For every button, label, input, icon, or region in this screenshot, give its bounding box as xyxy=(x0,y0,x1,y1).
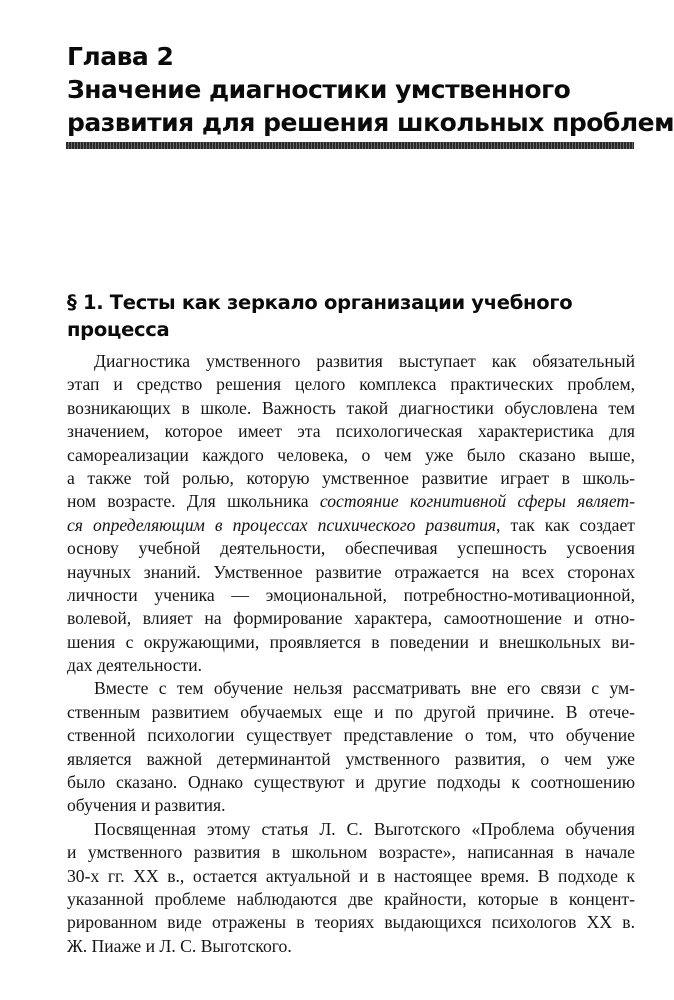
text-line: 30-х гг. XX в., остается актуальной и в настоящее время. В подходе к xyxy=(67,865,635,886)
text-line: а также той ролью, которую умственное развитие играет в школь- xyxy=(67,467,635,488)
text-line: значением, которое имеет эта психологическая характеристика для xyxy=(67,421,635,442)
text-line: волевой, влияет на формирование характера, самоотношение и отно- xyxy=(67,608,635,629)
text-line: было сказано. Однако существуют и другие подходы к соотношению xyxy=(67,772,635,793)
text-line: этап и средство решения целого комплекса практических проблем, xyxy=(67,374,635,395)
section-title-line-1: § 1. Тесты как зеркало организации учебного xyxy=(67,291,573,314)
chapter-divider-rule xyxy=(66,142,634,149)
text-line: Вместе с тем обучение нельзя рассматривать вне его связи с ум- xyxy=(94,678,635,699)
section-title-line-2: процесса xyxy=(67,318,170,341)
text-line: дах деятельности. xyxy=(67,655,203,676)
text-line: самореализации каждого человека, о чем уже было сказано выше, xyxy=(67,444,635,465)
text-line: и умственного развития в школьном возрасте», написанная в начале xyxy=(67,842,635,863)
text-run: ном возрасте. Для школьника xyxy=(67,491,320,512)
text-line: научных знаний. Умственное развитие отражается на всех сторонах xyxy=(67,561,635,582)
section-heading xyxy=(67,289,637,343)
text-line: шения с окружающими, проявляется в поведении и внешкольных ви- xyxy=(67,631,635,652)
chapter-number: Глава 2 xyxy=(67,42,174,71)
emphasis-text: состояние когнитивной сферы являет- xyxy=(319,491,635,512)
text-line: ственным развитием обучаемых еще и по другой причине. В отече- xyxy=(67,701,635,722)
text-run: , так как создает xyxy=(496,514,635,535)
paragraph-1 xyxy=(67,350,635,677)
text-line: указанной проблеме наблюдаются две крайности, которые в концент- xyxy=(67,888,635,909)
paragraph-2 xyxy=(67,677,635,817)
text-line xyxy=(67,514,635,537)
text-line: рированном виде отражены в теориях выдающихся психологов XX в. xyxy=(67,912,635,933)
chapter-title-line-2: развития для решения школьных проблем xyxy=(67,108,674,137)
body-text xyxy=(67,350,635,958)
text-line: возникающих в школе. Важность такой диагностики обусловлена тем xyxy=(67,397,635,418)
text-line: ственной психологии существует представление о том, что обучение xyxy=(67,725,635,746)
text-line: является важной детерминантой умственного развития, о чем уже xyxy=(67,748,635,769)
emphasis-text: ся определяющим в процессах психического развития xyxy=(67,514,497,535)
text-line xyxy=(67,490,635,513)
text-line: Посвященная этому статья Л. С. Выготского «Проблема обучения xyxy=(94,818,635,839)
chapter-heading xyxy=(67,40,674,139)
text-line: личности ученика — эмоциональной, потребностно-мотивационной, xyxy=(67,584,635,605)
text-line: обучения и развития. xyxy=(67,795,226,816)
text-line: Ж. Пиаже и Л. С. Выготского. xyxy=(67,935,292,956)
text-line: Диагностика умственного развития выступает как обязательный xyxy=(94,351,635,371)
paragraph-3 xyxy=(67,818,635,958)
chapter-title-line-1: Значение диагностики умственного xyxy=(67,75,571,104)
text-line: основу учебной деятельности, обеспечивая успешность усвоения xyxy=(67,538,635,559)
